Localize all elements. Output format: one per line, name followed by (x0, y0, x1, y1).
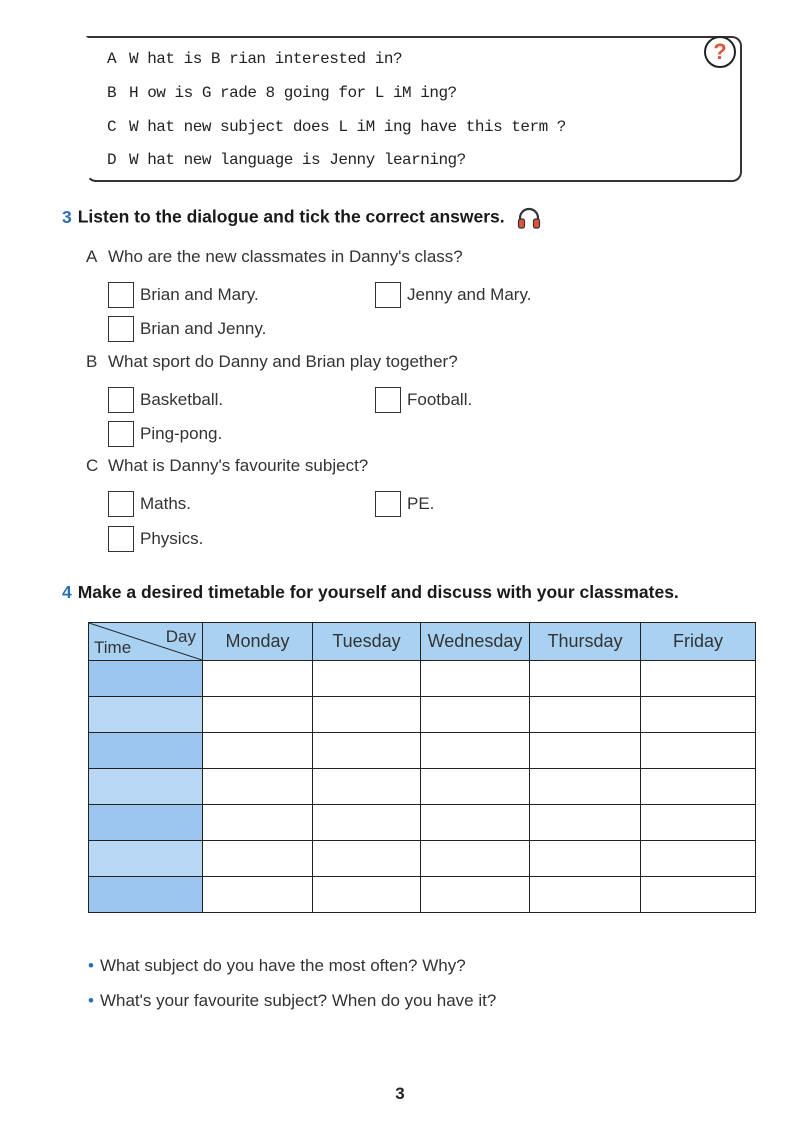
bullet-dot: • (88, 991, 94, 1010)
question-text: What sport do Danny and Brian play together? (108, 352, 458, 371)
timetable-row (89, 877, 756, 913)
timetable-row (89, 733, 756, 769)
timetable-cell[interactable] (641, 841, 756, 877)
timetable-cell[interactable] (203, 841, 313, 877)
question-letter: B (86, 352, 98, 371)
timetable-cell[interactable] (313, 733, 421, 769)
question-letter: C (86, 456, 99, 475)
answer-checkbox[interactable] (375, 387, 401, 413)
answer-checkbox[interactable] (108, 387, 134, 413)
option-label: Basketball. (140, 390, 224, 409)
option-label: Maths. (140, 494, 192, 513)
timetable-row (89, 841, 756, 877)
timetable-cell[interactable] (421, 877, 530, 913)
time-cell[interactable] (89, 661, 203, 697)
option-pe[interactable] (375, 491, 434, 517)
day-header-friday: Friday (641, 623, 756, 661)
discussion-bullet-2 (88, 991, 496, 1011)
timetable-cell[interactable] (421, 805, 530, 841)
day-header-monday: Monday (203, 623, 313, 661)
page-number: 3 (395, 1084, 405, 1103)
headphones-icon (516, 205, 542, 231)
timetable-cell[interactable] (641, 769, 756, 805)
bullet-dot: • (88, 956, 94, 975)
answer-checkbox[interactable] (375, 491, 401, 517)
timetable-cell[interactable] (530, 877, 641, 913)
timetable-cell[interactable] (641, 697, 756, 733)
timetable-cell[interactable] (641, 661, 756, 697)
timetable-cell[interactable] (313, 841, 421, 877)
question-letter: A (86, 247, 98, 266)
option-basketball[interactable] (108, 387, 223, 413)
timetable-cell[interactable] (313, 877, 421, 913)
section-3-heading (62, 205, 542, 231)
timetable-cell[interactable] (530, 697, 641, 733)
timetable-cell[interactable] (530, 841, 641, 877)
option-label: Jenny and Mary. (407, 285, 532, 304)
question-item-d (107, 151, 466, 169)
section-title: Make a desired timetable for yourself and discuss with your classmates. (77, 582, 679, 602)
timetable (88, 622, 756, 913)
discussion-bullet-1 (88, 956, 466, 976)
section-number: 3 (62, 206, 72, 227)
listening-question-b (86, 352, 458, 372)
timetable-cell[interactable] (421, 841, 530, 877)
question-item-c (107, 118, 566, 136)
timetable-cell[interactable] (641, 877, 756, 913)
listening-question-a (86, 247, 463, 267)
time-cell[interactable] (89, 805, 203, 841)
option-maths[interactable] (108, 491, 191, 517)
question-text: W hat is B rian interested in? (129, 50, 403, 68)
option-label: Brian and Jenny. (140, 319, 267, 338)
day-header-thursday: Thursday (530, 623, 641, 661)
question-text: W hat new language is Jenny learning? (129, 151, 466, 169)
answer-checkbox[interactable] (108, 526, 134, 552)
corner-day-label: Day (165, 627, 196, 646)
question-text: What is Danny's favourite subject? (108, 456, 369, 475)
question-item-a (107, 50, 402, 68)
timetable-row (89, 805, 756, 841)
timetable-cell[interactable] (421, 661, 530, 697)
time-cell[interactable] (89, 877, 203, 913)
day-header-wednesday: Wednesday (421, 623, 530, 661)
question-text: W hat new subject does L iM ing have this term ? (129, 118, 566, 136)
listening-question-c (86, 456, 368, 476)
bullet-text: What subject do you have the most often? Why? (99, 956, 466, 975)
timetable-cell[interactable] (313, 661, 421, 697)
timetable-cell[interactable] (421, 769, 530, 805)
timetable-cell[interactable] (641, 805, 756, 841)
option-ping-pong[interactable] (108, 421, 222, 447)
bullet-text: What's your favourite subject? When do you have it? (99, 991, 497, 1010)
timetable-cell[interactable] (421, 697, 530, 733)
option-jenny-and-mary[interactable] (375, 282, 531, 308)
option-label: Physics. (140, 529, 204, 548)
timetable-cell[interactable] (203, 877, 313, 913)
answer-checkbox[interactable] (108, 282, 134, 308)
answer-checkbox[interactable] (375, 282, 401, 308)
time-cell[interactable] (89, 841, 203, 877)
timetable-header-row (89, 623, 756, 661)
answer-checkbox[interactable] (108, 491, 134, 517)
question-item-b (107, 84, 457, 102)
question-mark-icon: ? (704, 36, 736, 68)
question-text: Who are the new classmates in Danny's class? (108, 247, 463, 266)
timetable-cell[interactable] (530, 733, 641, 769)
timetable-row (89, 661, 756, 697)
day-header-tuesday: Tuesday (313, 623, 421, 661)
timetable-cell[interactable] (641, 733, 756, 769)
timetable-cell[interactable] (530, 805, 641, 841)
timetable-cell[interactable] (203, 769, 313, 805)
section-number: 4 (62, 582, 72, 602)
timetable-row (89, 769, 756, 805)
timetable-cell[interactable] (530, 661, 641, 697)
timetable-cell[interactable] (313, 769, 421, 805)
time-cell[interactable] (89, 697, 203, 733)
timetable-row (89, 697, 756, 733)
answer-checkbox[interactable] (108, 316, 134, 342)
answer-checkbox[interactable] (108, 421, 134, 447)
option-label: Ping-pong. (140, 424, 223, 443)
question-letter: B (107, 84, 117, 102)
section-4-heading (62, 582, 679, 603)
question-letter: C (107, 118, 117, 136)
option-brian-and-jenny[interactable] (108, 316, 266, 342)
timetable-cell[interactable] (313, 697, 421, 733)
option-label: Football. (407, 390, 473, 409)
option-brian-and-mary[interactable] (108, 282, 259, 308)
timetable-cell[interactable] (313, 805, 421, 841)
timetable-cell[interactable] (203, 805, 313, 841)
question-letter: D (107, 151, 117, 169)
timetable-cell[interactable] (203, 697, 313, 733)
timetable-cell[interactable] (203, 733, 313, 769)
option-physics[interactable] (108, 526, 203, 552)
option-label: PE. (407, 494, 435, 513)
option-football[interactable] (375, 387, 472, 413)
timetable-cell[interactable] (203, 661, 313, 697)
section-title: Listen to the dialogue and tick the correct answers. (77, 206, 505, 227)
timetable-cell[interactable] (530, 769, 641, 805)
question-text: H ow is G rade 8 going for L iM ing? (129, 84, 457, 102)
time-cell[interactable] (89, 769, 203, 805)
corner-time-label: Time (94, 638, 132, 657)
option-label: Brian and Mary. (140, 285, 259, 304)
timetable-cell[interactable] (421, 733, 530, 769)
question-letter: A (107, 50, 117, 68)
time-cell[interactable] (89, 733, 203, 769)
timetable-corner-cell (89, 623, 203, 661)
